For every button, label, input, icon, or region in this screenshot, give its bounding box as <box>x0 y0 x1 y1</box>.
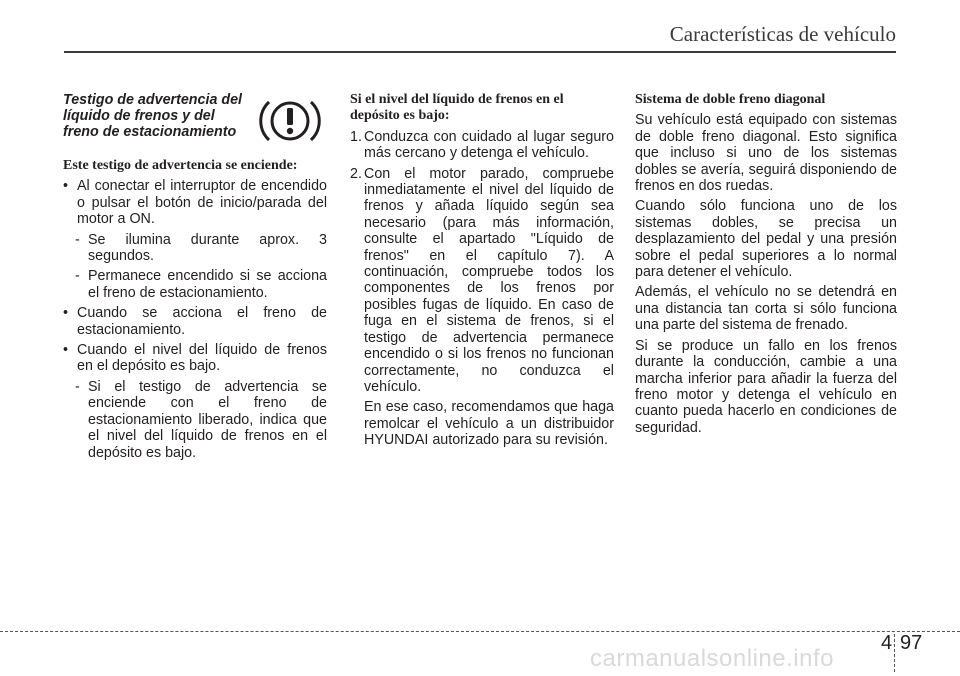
dash-mark: - <box>75 268 80 285</box>
paragraph: Su vehículo está equipado con sistemas de doble freno diagonal. Esto significa que incluso si uno de los sistemas dobles se avería, seguirá disponiendo de frenos en dos ruedas. <box>635 112 897 195</box>
watermark: carmanualsonline.info <box>590 645 834 672</box>
list-item-text: Cuando el nivel del líquido de frenos en el depósito es bajo. <box>77 342 327 375</box>
chapter-number: 4 <box>881 632 893 654</box>
list-item-text: Si el testigo de advertencia se enciende con el freno de estacionamiento liberado, indica que el nivel del líquido de frenos en el depósito es bajo. <box>88 378 327 461</box>
list-item <box>63 178 327 227</box>
subheading: Sistema de doble freno diagonal <box>635 92 826 107</box>
footer-rule <box>0 631 960 632</box>
paragraph: Cuando sólo funciona uno de los sistemas dobles, se precisa un desplazamiento del pedal y una presión sobre el pedal superiores a lo normal para detener el vehículo. <box>635 198 897 281</box>
list-item <box>63 379 327 461</box>
header-rule <box>64 51 896 53</box>
subheading: Si el nivel del líquido de frenos en el depósito es bajo: <box>350 92 564 124</box>
numbered-item-text: Conduzca con cuidado al lugar seguro más cercano y detenga el vehículo. <box>364 128 614 162</box>
column-1 <box>63 92 327 461</box>
list-item-text: Al conectar el interruptor de encendido o pulsar el botón de inicio/parada del motor a ON. <box>77 178 327 228</box>
page-number-separator <box>894 634 895 672</box>
page-header-title: Características de vehículo <box>669 22 896 46</box>
paragraph: Si se produce un fallo en los frenos durante la conducción, cambie a una marcha inferior para añadir la fuerza del freno motor y detenga el vehículo en cuanto pueda hacerlo en condiciones de seguridad. <box>635 337 897 436</box>
dash-mark: - <box>75 378 80 395</box>
page-number: 97 <box>900 632 923 654</box>
item-number: 1. <box>350 128 362 145</box>
column-3 <box>635 92 897 436</box>
list-item <box>63 232 327 265</box>
numbered-item-continuation: En ese caso, recomendamos que haga remolcar el vehículo a un distribuidor HYUNDAI autorizado para su revisión. <box>364 399 614 449</box>
paragraph: Además, el vehículo no se detendrá en una distancia tan corta si sólo funciona una parte del sistema de frenado. <box>635 284 897 334</box>
exclamation-circle-icon <box>255 96 325 146</box>
list-item <box>63 342 327 375</box>
bullet-mark: • <box>63 342 69 359</box>
bullet-mark: • <box>63 178 69 195</box>
bullet-mark: • <box>63 305 69 322</box>
list-item-text: Se ilumina durante aprox. 3 segundos. <box>88 231 327 265</box>
section-title: Testigo de advertencia del líquido de frenos y del freno de estacionamiento <box>63 92 243 140</box>
list-item-text: Cuando se acciona el freno de estacionamiento. <box>77 305 327 338</box>
column-2 <box>350 92 614 449</box>
numbered-item <box>350 129 614 162</box>
list-item <box>63 305 327 338</box>
subheading: Este testigo de advertencia se enciende: <box>63 158 298 173</box>
dash-mark: - <box>75 231 80 248</box>
numbered-item-text: Con el motor parado, compruebe inmediatamente el nivel del líquido de frenos y añada líquido según sea necesario (para más información, consulte el apartado "Líquido de frenos" en el capítulo 7). A continuación, compruebe todos los componentes de los frenos por posibles fugas de líquido. En caso de fuga en el sistema de frenos, si el testigo de advertencia permanece encendido o si los frenos no funcionan correctamente, no conduzca el vehículo. <box>364 165 614 395</box>
numbered-item <box>350 166 614 396</box>
list-item-text: Permanece encendido si se acciona el freno de estacionamiento. <box>88 268 327 301</box>
list-item <box>63 268 327 301</box>
item-number: 2. <box>350 165 362 182</box>
